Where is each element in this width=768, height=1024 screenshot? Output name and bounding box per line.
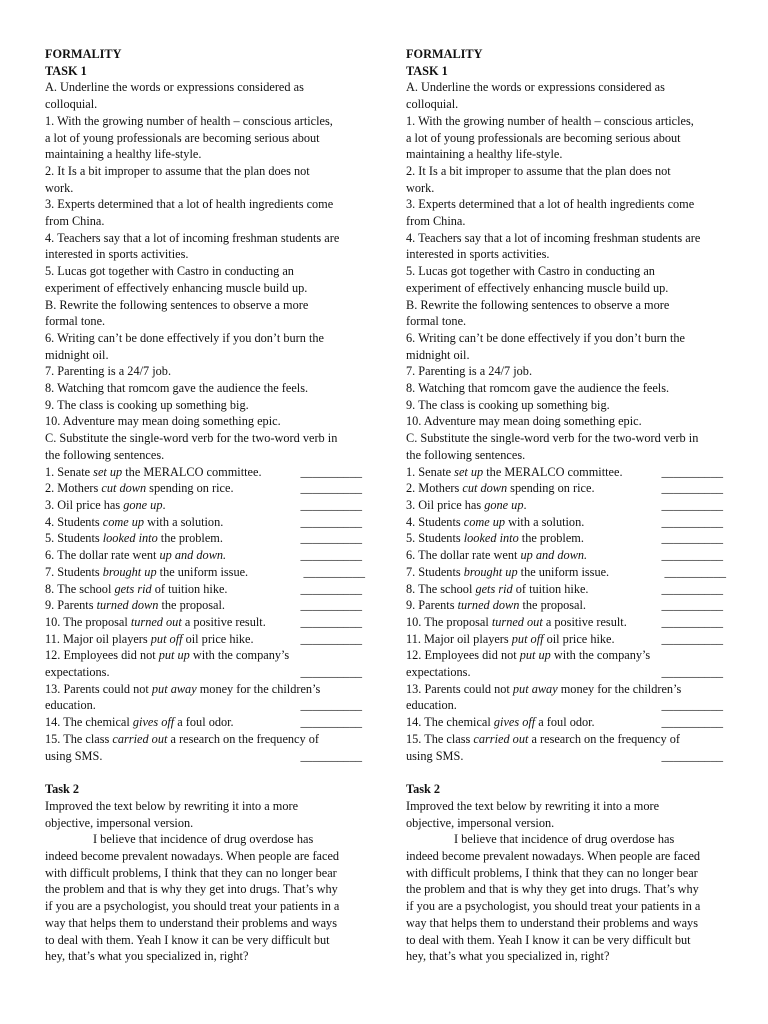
partC-item-continued [406, 748, 724, 765]
section-gap [45, 764, 363, 781]
partB-item: 8. Watching that romcom gave the audience the feels. [406, 381, 670, 396]
partC-item [406, 547, 724, 564]
partC-item [406, 597, 724, 614]
item-text-post: a research on the frequency of [167, 731, 319, 746]
partC-item [45, 731, 363, 748]
task2-paragraph-line: to deal with them. Yeah I know it can be very difficult but [406, 932, 691, 947]
item-text-pre: 15. The class [45, 731, 113, 746]
answer-blank: __________ [300, 715, 362, 730]
answer-blank: __________ [661, 531, 723, 546]
partA-instruction: A. Underline the words or expressions considered as [45, 80, 304, 95]
answer-blank: __________ [661, 665, 723, 680]
partC-item [406, 731, 724, 748]
task1-title: TASK 1 [406, 63, 448, 78]
phrasal-verb: gets rid [475, 581, 513, 596]
partC-item-continued [45, 748, 363, 765]
answer-blank: __________ [300, 665, 362, 680]
task2-paragraph-line: I believe that incidence of drug overdose has [454, 832, 675, 847]
task2-paragraph-line: way that helps them to understand their problems and ways [406, 915, 698, 930]
answer-blank: __________ [300, 631, 362, 646]
phrasal-verb: brought up [463, 564, 518, 579]
item-text-pre: 5. Students [406, 531, 464, 546]
answer-blank: __________ [303, 564, 365, 579]
partA-item: work. [45, 180, 74, 195]
partB-item: midnight oil. [45, 347, 109, 362]
task2-paragraph-line: indeed become prevalent nowadays. When people are faced [406, 849, 701, 864]
task2-instruction: Improved the text below by rewriting it into a more [406, 798, 660, 813]
partA-item: a lot of young professionals are becoming serious about [406, 130, 681, 145]
item-text-post: with the company’s [189, 648, 290, 663]
item-text-post: the uniform issue. [517, 564, 610, 579]
item-text-post: . [162, 497, 166, 512]
task2-paragraph-line: way that helps them to understand their problems and ways [45, 915, 337, 930]
phrasal-verb: turned out [491, 614, 543, 629]
answer-blank: __________ [661, 614, 723, 629]
item-text-post: the proposal. [519, 598, 587, 613]
answer-blank: __________ [661, 548, 723, 563]
item-text-post: . [523, 497, 527, 512]
answer-blank: __________ [300, 748, 362, 763]
partC-item [45, 647, 363, 664]
answer-blank: __________ [300, 531, 362, 546]
section-gap [406, 764, 724, 781]
partC-item [406, 631, 724, 648]
partB-item: 9. The class is cooking up something big. [45, 397, 249, 412]
partA-item: interested in sports activities. [45, 247, 189, 262]
item-text-continued: education. [406, 698, 457, 713]
item-text-pre: 7. Students [406, 564, 464, 579]
item-text-pre: 1. Senate [406, 464, 455, 479]
partC-item [45, 514, 363, 531]
partA-item: 4. Teachers say that a lot of incoming freshman students are [406, 230, 701, 245]
partC-instruction: C. Substitute the single-word verb for the two-word verb in [45, 431, 338, 446]
partC-item [45, 480, 363, 497]
heading: FORMALITY [406, 47, 483, 61]
answer-blank: __________ [661, 598, 723, 613]
answer-blank: __________ [300, 581, 362, 596]
task2-instruction: Improved the text below by rewriting it into a more [45, 798, 299, 813]
phrasal-verb: brought up [102, 564, 157, 579]
item-text-pre: 4. Students [45, 514, 103, 529]
answer-blank: __________ [661, 464, 723, 479]
partA-instruction: colloquial. [406, 97, 459, 112]
phrasal-verb: turned out [130, 614, 182, 629]
partC-instruction: the following sentences. [406, 447, 526, 462]
answer-blank: __________ [661, 698, 723, 713]
item-text-continued: expectations. [45, 665, 110, 680]
phrasal-verb: up and down. [159, 548, 227, 563]
worksheet-column-right [406, 46, 724, 965]
item-text-pre: 12. Employees did not [406, 648, 520, 663]
item-text-pre: 13. Parents could not [406, 681, 513, 696]
item-text-post: of tuition hike. [151, 581, 228, 596]
item-text-pre: 5. Students [45, 531, 103, 546]
answer-blank: __________ [661, 481, 723, 496]
partA-item: 1. With the growing number of health – conscious articles, [406, 113, 694, 128]
phrasal-verb: put up [158, 648, 190, 663]
partC-item [45, 681, 363, 698]
partB-item: 9. The class is cooking up something big. [406, 397, 610, 412]
item-text-post: money for the children’s [557, 681, 682, 696]
answer-blank: __________ [300, 514, 362, 529]
item-text-post: money for the children’s [196, 681, 321, 696]
partC-item-continued [406, 664, 724, 681]
partA-item: 3. Experts determined that a lot of health ingredients come [45, 197, 334, 212]
phrasal-verb: put up [519, 648, 551, 663]
item-text-pre: 10. The proposal [45, 614, 131, 629]
partB-item: 10. Adventure may mean doing something epic. [45, 414, 281, 429]
answer-blank: __________ [661, 497, 723, 512]
partC-item [45, 714, 363, 731]
item-text-pre: 2. Mothers [406, 481, 463, 496]
item-text-pre: 1. Senate [45, 464, 94, 479]
task2-paragraph-line: to deal with them. Yeah I know it can be very difficult but [45, 932, 330, 947]
item-text-pre: 15. The class [406, 731, 474, 746]
phrasal-verb: gets rid [114, 581, 152, 596]
item-text-post: a research on the frequency of [528, 731, 680, 746]
partC-instruction: C. Substitute the single-word verb for the two-word verb in [406, 431, 699, 446]
partB-item: 6. Writing can’t be done effectively if you don’t burn the [45, 330, 324, 345]
partB-instruction: formal tone. [45, 314, 106, 329]
partC-instruction: the following sentences. [45, 447, 165, 462]
item-text-post: the uniform issue. [156, 564, 249, 579]
partC-item [45, 581, 363, 598]
partA-item: experiment of effectively enhancing muscle build up. [45, 280, 308, 295]
phrasal-verb: up and down. [520, 548, 588, 563]
partA-item: a lot of young professionals are becoming serious about [45, 130, 320, 145]
answer-blank: __________ [300, 497, 362, 512]
partA-item: from China. [45, 214, 105, 229]
phrasal-verb: looked into [102, 531, 158, 546]
partA-item: 4. Teachers say that a lot of incoming freshman students are [45, 230, 340, 245]
task2-paragraph-line: if you are a psychologist, you should treat your patients in a [406, 899, 701, 914]
partA-item: 2. It Is a bit improper to assume that the plan does not [406, 163, 671, 178]
item-text-post: with the company’s [550, 648, 651, 663]
task2-title: Task 2 [406, 782, 441, 797]
item-text-post: oil price hike. [543, 631, 615, 646]
partA-item: from China. [406, 214, 466, 229]
partC-item [45, 464, 363, 481]
partC-item [406, 564, 724, 581]
task2-paragraph-line: the problem and that is why they get into drugs. That’s why [45, 882, 338, 897]
answer-blank: __________ [300, 598, 362, 613]
item-text-pre: 12. Employees did not [45, 648, 159, 663]
partB-item: 6. Writing can’t be done effectively if you don’t burn the [406, 330, 685, 345]
phrasal-verb: carried out [112, 731, 168, 746]
item-text-post: a foul odor. [535, 715, 595, 730]
partC-item-continued [45, 697, 363, 714]
answer-blank: __________ [661, 748, 723, 763]
item-text-continued: using SMS. [45, 748, 103, 763]
partC-item [406, 581, 724, 598]
partA-item: 5. Lucas got together with Castro in conducting an [406, 264, 655, 279]
partB-instruction: B. Rewrite the following sentences to observe a more [406, 297, 670, 312]
partA-item: work. [406, 180, 435, 195]
task2-paragraph-line: the problem and that is why they get into drugs. That’s why [406, 882, 699, 897]
task2-paragraph-line: if you are a psychologist, you should treat your patients in a [45, 899, 340, 914]
partC-item [406, 464, 724, 481]
answer-blank: __________ [664, 564, 726, 579]
partC-item [406, 647, 724, 664]
partC-item [406, 530, 724, 547]
partC-item [45, 614, 363, 631]
answer-blank: __________ [661, 581, 723, 596]
partA-item: 2. It Is a bit improper to assume that the plan does not [45, 163, 310, 178]
item-text-pre: 2. Mothers [45, 481, 102, 496]
item-text-pre: 10. The proposal [406, 614, 492, 629]
partA-instruction: colloquial. [45, 97, 98, 112]
item-text-post: a positive result. [181, 614, 266, 629]
answer-blank: __________ [661, 631, 723, 646]
partA-item: maintaining a healthy life-style. [45, 147, 202, 162]
heading: FORMALITY [45, 47, 122, 61]
partC-item [45, 597, 363, 614]
partA-item: 3. Experts determined that a lot of health ingredients come [406, 197, 695, 212]
task2-paragraph-line: hey, that’s what you specialized in, right? [406, 949, 610, 964]
partA-item: 5. Lucas got together with Castro in conducting an [45, 264, 294, 279]
partC-item [45, 631, 363, 648]
partB-item: 7. Parenting is a 24/7 job. [45, 364, 172, 379]
task2-paragraph-line: hey, that’s what you specialized in, right? [45, 949, 249, 964]
answer-blank: __________ [300, 481, 362, 496]
partC-item [406, 480, 724, 497]
phrasal-verb: gives off [132, 715, 175, 730]
partA-item: interested in sports activities. [406, 247, 550, 262]
item-text-post: the proposal. [158, 598, 226, 613]
answer-blank: __________ [300, 698, 362, 713]
item-text-post: the problem. [518, 531, 584, 546]
item-text-post: the problem. [157, 531, 223, 546]
partC-item [406, 681, 724, 698]
item-text-continued: using SMS. [406, 748, 464, 763]
phrasal-verb: come up [102, 514, 145, 529]
worksheet-column-left [45, 46, 363, 965]
answer-blank: __________ [300, 464, 362, 479]
item-text-post: spending on rice. [507, 481, 595, 496]
item-text-pre: 6. The dollar rate went [406, 548, 521, 563]
phrasal-verb: come up [463, 514, 506, 529]
item-text-post: oil price hike. [182, 631, 254, 646]
partC-item [406, 497, 724, 514]
task2-paragraph-line: indeed become prevalent nowadays. When people are faced [45, 849, 340, 864]
phrasal-verb: set up [93, 464, 123, 479]
item-text-post: a positive result. [542, 614, 627, 629]
phrasal-verb: put away [151, 681, 197, 696]
item-text-post: the MERALCO committee. [483, 464, 623, 479]
partC-item-continued [406, 697, 724, 714]
phrasal-verb: set up [454, 464, 484, 479]
partC-item [45, 547, 363, 564]
phrasal-verb: gives off [493, 715, 536, 730]
item-text-pre: 14. The chemical [45, 715, 133, 730]
partC-item [406, 614, 724, 631]
partC-item [45, 530, 363, 547]
item-text-pre: 4. Students [406, 514, 464, 529]
item-text-post: a foul odor. [174, 715, 234, 730]
item-text-pre: 3. Oil price has [406, 497, 485, 512]
task2-paragraph-line: with difficult problems, I think that they can no longer bear [406, 865, 698, 880]
item-text-post: with a solution. [505, 514, 585, 529]
partB-instruction: B. Rewrite the following sentences to observe a more [45, 297, 309, 312]
task1-title: TASK 1 [45, 63, 87, 78]
partB-item: 8. Watching that romcom gave the audience the feels. [45, 381, 309, 396]
phrasal-verb: put off [511, 631, 544, 646]
task2-instruction: objective, impersonal version. [406, 815, 555, 830]
phrasal-verb: put off [150, 631, 183, 646]
partB-item: midnight oil. [406, 347, 470, 362]
item-text-pre: 9. Parents [45, 598, 97, 613]
item-text-continued: education. [45, 698, 96, 713]
partA-item: maintaining a healthy life-style. [406, 147, 563, 162]
partA-item: experiment of effectively enhancing muscle build up. [406, 280, 669, 295]
partC-item [45, 497, 363, 514]
partC-item [45, 564, 363, 581]
partB-instruction: formal tone. [406, 314, 467, 329]
phrasal-verb: put away [512, 681, 558, 696]
phrasal-verb: looked into [463, 531, 519, 546]
answer-blank: __________ [661, 514, 723, 529]
task2-instruction: objective, impersonal version. [45, 815, 194, 830]
phrasal-verb: cut down [462, 481, 508, 496]
answer-blank: __________ [300, 548, 362, 563]
partC-item [406, 714, 724, 731]
phrasal-verb: gone up [484, 497, 524, 512]
item-text-pre: 8. The school [45, 581, 115, 596]
item-text-pre: 14. The chemical [406, 715, 494, 730]
phrasal-verb: turned down [457, 598, 520, 613]
phrasal-verb: gone up [123, 497, 163, 512]
item-text-post: spending on rice. [146, 481, 234, 496]
task2-title: Task 2 [45, 782, 80, 797]
task2-paragraph-line: I believe that incidence of drug overdose has [93, 832, 314, 847]
task2-paragraph-line: with difficult problems, I think that they can no longer bear [45, 865, 337, 880]
answer-blank: __________ [661, 715, 723, 730]
item-text-continued: expectations. [406, 665, 471, 680]
partC-item [406, 514, 724, 531]
item-text-pre: 11. Major oil players [45, 631, 151, 646]
answer-blank: __________ [300, 614, 362, 629]
item-text-post: with a solution. [144, 514, 224, 529]
item-text-pre: 6. The dollar rate went [45, 548, 160, 563]
partA-instruction: A. Underline the words or expressions considered as [406, 80, 665, 95]
partB-item: 7. Parenting is a 24/7 job. [406, 364, 533, 379]
phrasal-verb: cut down [101, 481, 147, 496]
item-text-post: the MERALCO committee. [122, 464, 262, 479]
item-text-pre: 8. The school [406, 581, 476, 596]
item-text-post: of tuition hike. [512, 581, 589, 596]
item-text-pre: 3. Oil price has [45, 497, 124, 512]
partC-item-continued [45, 664, 363, 681]
item-text-pre: 11. Major oil players [406, 631, 512, 646]
partB-item: 10. Adventure may mean doing something epic. [406, 414, 642, 429]
item-text-pre: 9. Parents [406, 598, 458, 613]
phrasal-verb: carried out [473, 731, 529, 746]
phrasal-verb: turned down [96, 598, 159, 613]
partA-item: 1. With the growing number of health – conscious articles, [45, 113, 333, 128]
item-text-pre: 13. Parents could not [45, 681, 152, 696]
item-text-pre: 7. Students [45, 564, 103, 579]
